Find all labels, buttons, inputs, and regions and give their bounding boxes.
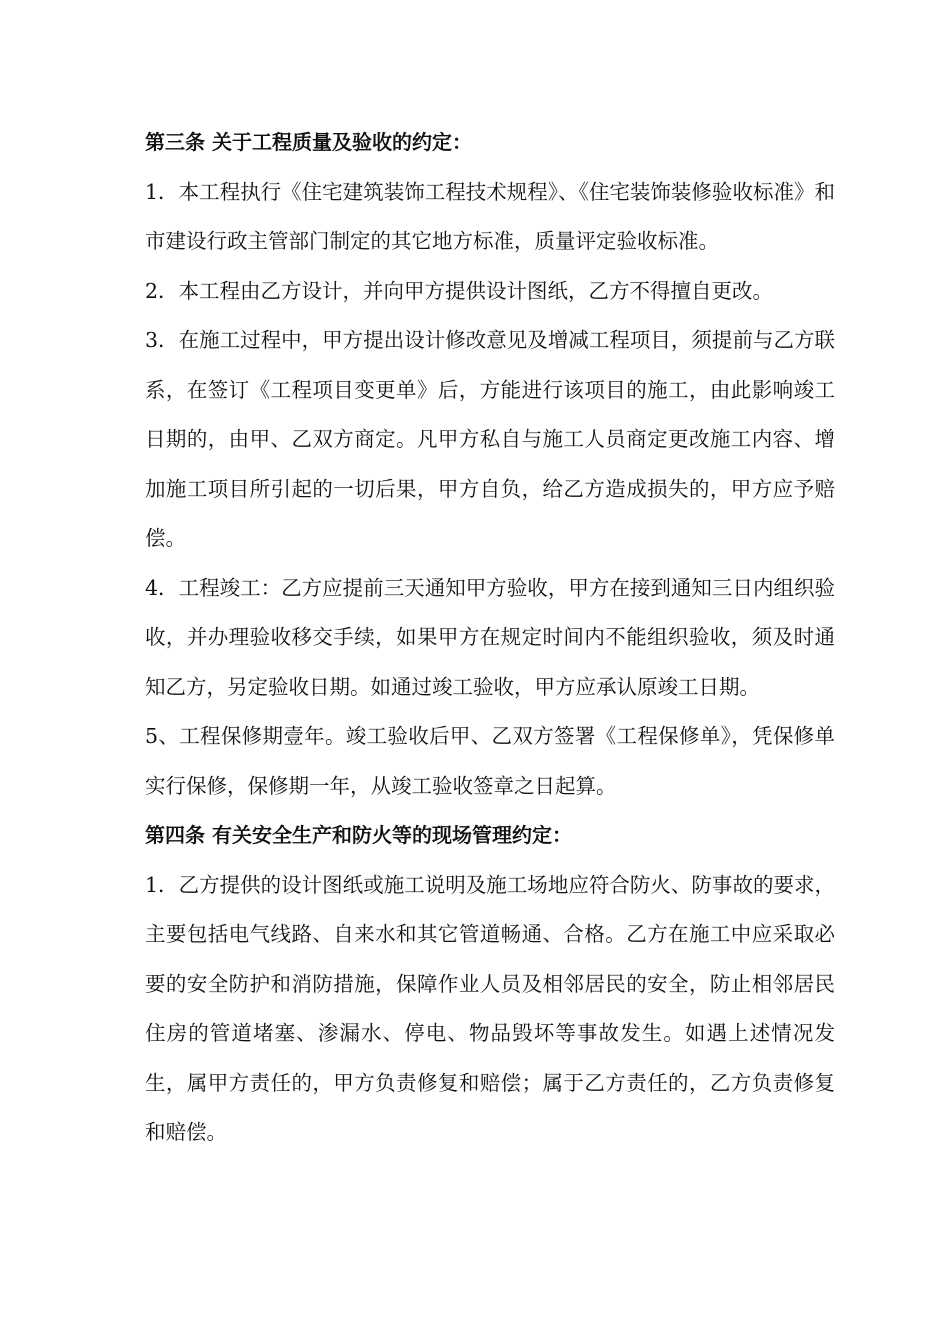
section-heading-3: 第三条 关于工程质量及验收的约定： [145, 130, 472, 154]
document-body [145, 118, 835, 1158]
section-heading-4: 第四条 有关安全生产和防火等的现场管理约定： [145, 823, 572, 847]
clause-4-item-1: 1．乙方提供的设计图纸或施工说明及施工场地应符合防火、防事故的要求，主要包括电气线路、自来水和其它管道畅通、合格。乙方在施工中应采取必要的安全防护和消防措施，保障作业人员及相邻居民的安全，防止相邻居民住房的管道堵塞、渗漏水、停电、物品毁坏等事故发生。如遇上述情况发生，属甲方责任的，甲方负责修复和赔偿；属于乙方责任的，乙方负责修复和赔偿。 [145, 872, 835, 1144]
clause-3-item-3: 3．在施工过程中，甲方提出设计修改意见及增减工程项目，须提前与乙方联系，在签订《工程项目变更单》后，方能进行该项目的施工，由此影响竣工日期的，由甲、乙双方商定。凡甲方私自与施工人员商定更改施工内容、增加施工项目所引起的一切后果，甲方自负，给乙方造成损失的，甲方应予赔偿。 [145, 328, 835, 550]
clause-3-item-5: 5、工程保修期壹年。竣工验收后甲、乙双方签署《工程保修单》，凭保修单实行保修，保修期一年，从竣工验收签章之日起算。 [145, 724, 835, 798]
clause-3-item-1: 1．本工程执行《住宅建筑装饰工程技术规程》、《住宅装饰装修验收标准》和市建设行政主管部门制定的其它地方标准，质量评定验收标准。 [145, 179, 835, 253]
clause-3-item-2: 2．本工程由乙方设计，并向甲方提供设计图纸，乙方不得擅自更改。 [145, 278, 774, 303]
clause-3-item-4: 4．工程竣工：乙方应提前三天通知甲方验收，甲方在接到通知三日内组织验收，并办理验收移交手续，如果甲方在规定时间内不能组织验收，须及时通知乙方，另定验收日期。如通过竣工验收，甲方应承认原竣工日期。 [145, 575, 835, 699]
